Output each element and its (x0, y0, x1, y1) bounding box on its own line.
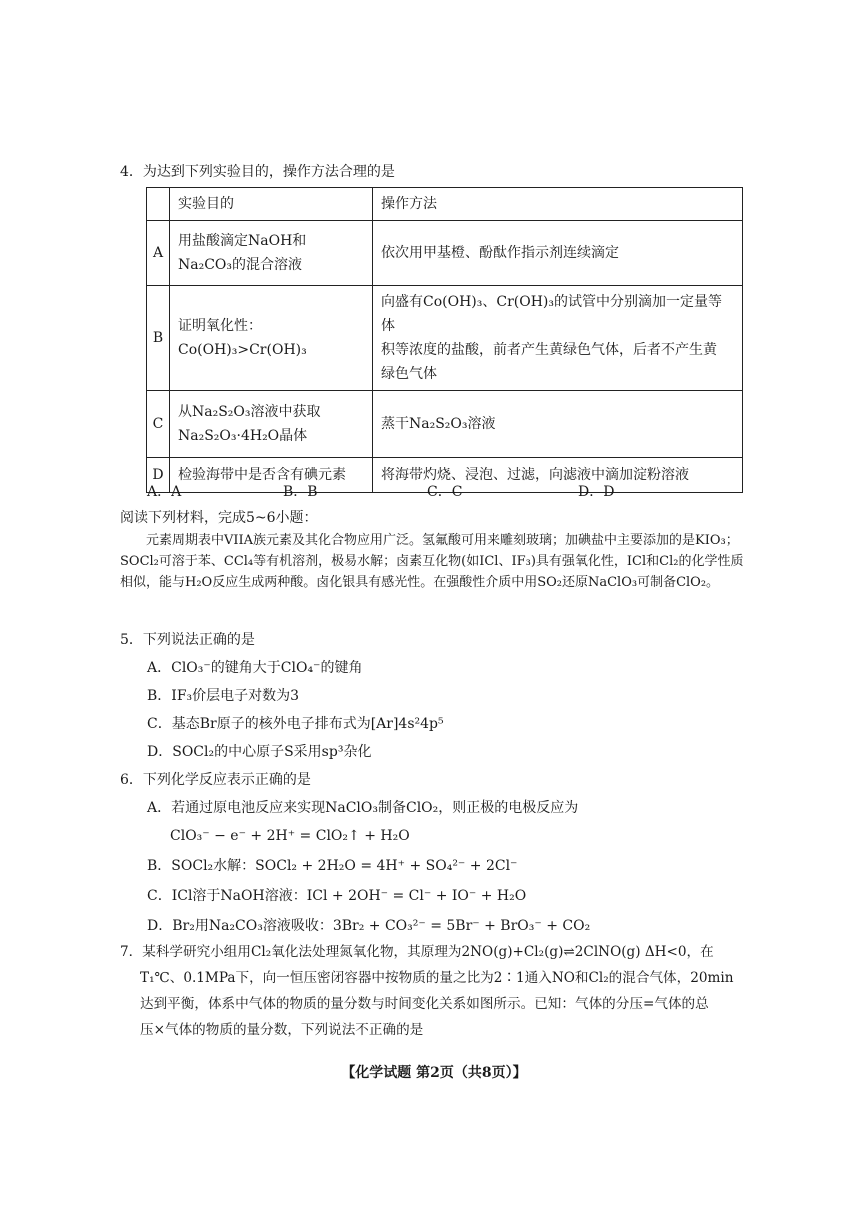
row-key: B (147, 286, 170, 391)
material-intro: 阅读下列材料，完成5~6小题： (120, 510, 318, 526)
cell-line: 将海带灼烧、浸泡、过滤，向滤液中滴加淀粉溶液 (381, 467, 689, 483)
q5-option-a[interactable]: A．ClO₃⁻的键角大于ClO₄⁻的键角 (147, 660, 363, 676)
q5-option-b[interactable]: B．IF₃价层电子对数为3 (147, 688, 300, 704)
row-key: C (147, 391, 170, 458)
material-text: 元素周期表中VIIA族元素及其化合物应用广泛。氢氟酸可用来雕刻玻璃；加碘盐中主要添加的是KIO₃；SOCl₂可溶于苯、CCl₄等有机溶剂，极易水解；卤素互化物(如ICl、IF₃)具有强氧化性，ICl和Cl₂的化学性质相似，能与H₂O反应生成两种酸。卤化银具有感光性。在强酸性介质中用SO₂还原NaClO₃可制备ClO₂。 (120, 533, 744, 590)
q4-table (146, 187, 743, 493)
row-key: D (147, 458, 170, 493)
material-passage (120, 530, 748, 593)
cell-line: 证明氧化性： (178, 318, 262, 334)
cell-line: 绿色气体 (381, 366, 437, 382)
row-purpose (170, 391, 373, 458)
table-header-method: 操作方法 (373, 188, 743, 221)
q5-option-c[interactable]: C．基态Br原子的核外电子排布式为[Ar]4s²4p⁵ (147, 716, 444, 732)
q6-stem: 6．下列化学反应表示正确的是 (120, 772, 311, 788)
cell-line: 从Na₂S₂O₃溶液中获取 (178, 404, 321, 420)
table-header-row (147, 188, 743, 221)
q7-line: 7．某科学研究小组用Cl₂氧化法处理氮氧化物，其原理为2NO(g)+Cl₂(g)⇌2ClNO(g) ΔH<0，在 (120, 944, 714, 960)
row-method (373, 391, 743, 458)
q5-option-d[interactable]: D．SOCl₂的中心原子S采用sp³杂化 (147, 744, 372, 760)
row-method (373, 221, 743, 286)
cell-line: Co(OH)₃>Cr(OH)₃ (178, 342, 307, 358)
row-purpose (170, 221, 373, 286)
choice-b[interactable]: B．B (283, 484, 318, 500)
row-method (373, 286, 743, 391)
cell-line: Na₂CO₃的混合溶液 (178, 257, 303, 273)
row-key: A (147, 221, 170, 286)
table-cell (147, 188, 170, 221)
q7-line: T₁℃、0.1MPa下，向一恒压密闭容器中按物质的量之比为2∶1通入NO和Cl₂的混合气体，20min (140, 970, 734, 986)
q6-option-d[interactable]: D．Br₂用Na₂CO₃溶液吸收：3Br₂ + CO₃²⁻ = 5Br⁻ + BrO₃⁻ + CO₂ (147, 918, 591, 934)
q7-line: 压×气体的物质的量分数，下列说法不正确的是 (140, 1022, 424, 1038)
cell-line: 依次用甲基橙、酚酞作指示剂连续滴定 (381, 245, 619, 261)
cell-line: 向盛有Co(OH)₃、Cr(OH)₃的试管中分别滴加一定量等体 (381, 294, 722, 334)
q6-option-c[interactable]: C．ICl溶于NaOH溶液：ICl + 2OH⁻ = Cl⁻ + IO⁻ + H₂O (147, 888, 527, 904)
q6-option-a-equation: ClO₃⁻ − e⁻ + 2H⁺ = ClO₂↑ + H₂O (170, 828, 410, 844)
q7-line: 达到平衡，体系中气体的物质的量分数与时间变化关系如图所示。已知：气体的分压=气体的总 (140, 996, 709, 1012)
q4-stem: 4．为达到下列实验目的，操作方法合理的是 (120, 164, 395, 180)
table-row (147, 221, 743, 286)
q6-option-a[interactable]: A．若通过原电池反应来实现NaClO₃制备ClO₂，则正极的电极反应为 (147, 800, 579, 816)
table-row (147, 286, 743, 391)
table-row (147, 391, 743, 458)
cell-line: 蒸干Na₂S₂O₃溶液 (381, 416, 496, 432)
cell-line: 检验海带中是否含有碘元素 (178, 467, 346, 483)
page-footer: 【化学试题 第2页（共8页）】 (341, 1065, 527, 1081)
cell-line: 用盐酸滴定NaOH和 (178, 233, 307, 249)
row-purpose (170, 458, 373, 493)
cell-line: 积等浓度的盐酸，前者产生黄绿色气体，后者不产生黄 (381, 342, 717, 358)
cell-line: Na₂S₂O₃·4H₂O晶体 (178, 428, 308, 444)
choice-a[interactable]: A．A (147, 484, 182, 500)
choice-d[interactable]: D．D (578, 484, 615, 500)
choice-c[interactable]: C．C (427, 484, 463, 500)
q6-option-b[interactable]: B．SOCl₂水解：SOCl₂ + 2H₂O = 4H⁺ + SO₄²⁻ + 2Cl⁻ (147, 858, 518, 874)
row-purpose (170, 286, 373, 391)
table-header-purpose: 实验目的 (170, 188, 373, 221)
q5-stem: 5．下列说法正确的是 (120, 632, 255, 648)
